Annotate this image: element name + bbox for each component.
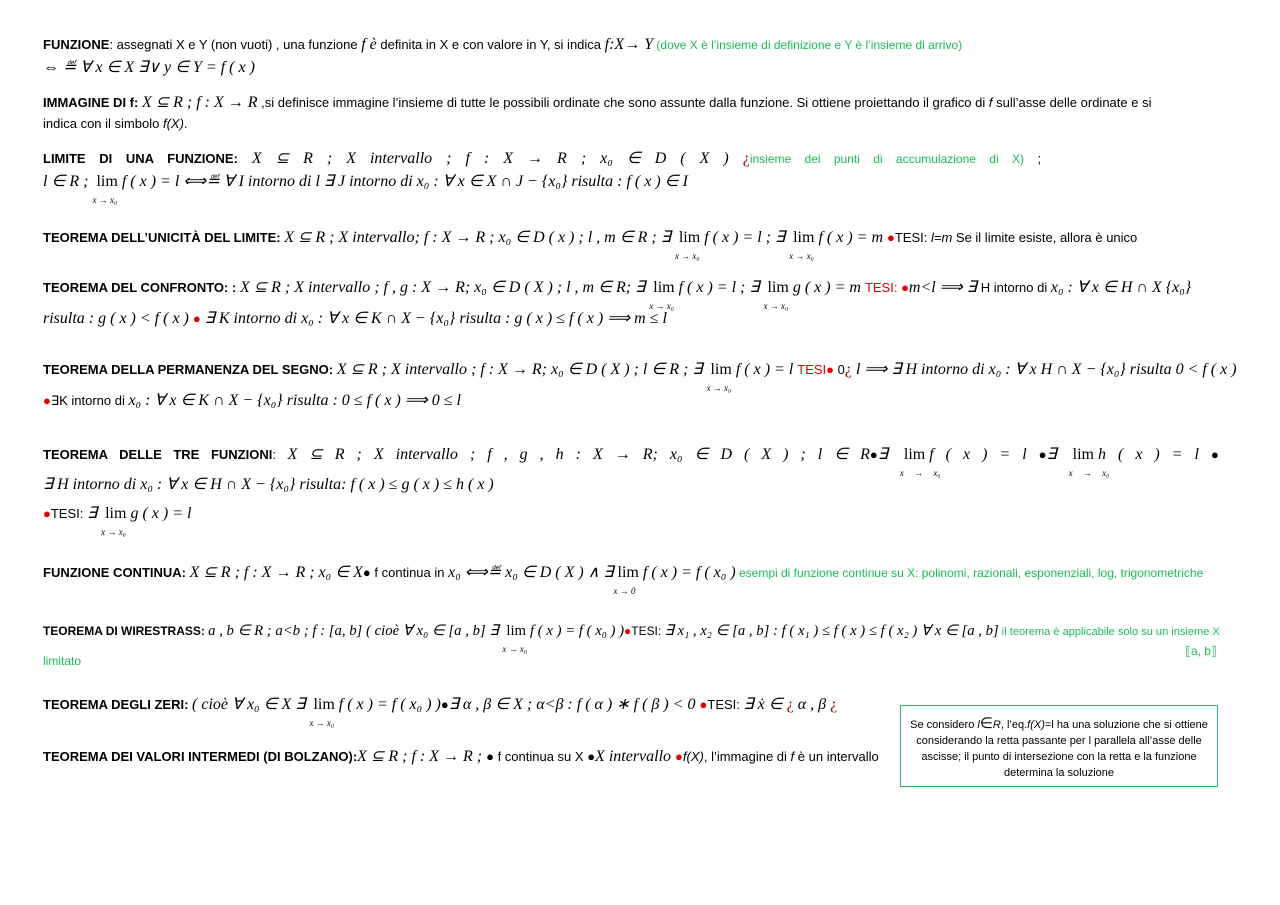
math-formula: X intervallo xyxy=(595,748,676,765)
inverted-question-mark: ¿ xyxy=(844,361,852,378)
math-formula: X ⊆ R ; f : X → R ; xyxy=(357,748,487,765)
math-formula: f:X→ Y xyxy=(604,36,654,53)
section-title: LIMITE DI UNA FUNZIONE: xyxy=(43,151,238,166)
section-title: TEOREMA DEL CONFRONTO: : xyxy=(43,280,240,295)
body-text: 0 xyxy=(834,362,845,377)
math-formula: ∃ H intorno di x₀ : ∀ x ∈ H ∩ X − {x₀} risulta: f ( x ) ≤ g ( x ) ≤ h ( x ) xyxy=(43,476,494,493)
limit-subscript: x → x₀ xyxy=(502,644,527,654)
note-box xyxy=(900,705,1218,787)
limit-subscript: x → x₀ xyxy=(674,251,700,261)
italic-text: f(X) xyxy=(162,116,184,131)
limit-operator: lim x → x₀ xyxy=(313,695,334,715)
document-line xyxy=(43,149,1041,169)
section-title: TEOREMA DELLE TRE FUNZIONI xyxy=(43,447,273,462)
math-formula: ∃ α , β ∈ X ; α<β : f ( α ) ∗ f ( β ) < 0 xyxy=(448,696,700,713)
body-text: : xyxy=(272,447,288,462)
note-text: , l’eq. xyxy=(1000,719,1028,731)
limit-operator: lim x → x₀ xyxy=(710,360,731,380)
note-text: ascisse; il punto di intersezione con la retta e la funzione xyxy=(921,751,1197,763)
math-formula: f ( x ) = f ( x₀ ) ) xyxy=(338,696,441,713)
inverted-question-mark: ¿ xyxy=(830,696,838,713)
italic-text: f xyxy=(988,95,993,110)
document-line xyxy=(43,475,494,495)
math-formula: g ( x ) = m xyxy=(792,279,865,296)
limit-subscript: x → x₀ xyxy=(706,383,732,393)
italic-text: l=m xyxy=(930,230,953,245)
limit-subscript: x → x₀ xyxy=(92,195,118,205)
math-formula: ∃ xyxy=(1046,446,1069,463)
section-title: TEOREMA DELL’UNICITÀ DEL LIMITE: xyxy=(43,230,285,245)
bullet-icon: ● xyxy=(1038,447,1047,462)
section-title: TEOREMA DEI VALORI INTERMEDI (DI BOLZANO): xyxy=(43,749,358,764)
body-text: : assegnati X e Y (non vuoti) , una funzione xyxy=(109,37,362,52)
limit-operator: lim x → x₀ xyxy=(767,278,788,298)
bullet-icon: ● xyxy=(440,697,449,712)
body-text: TESI: xyxy=(894,230,931,245)
limit-operator: lim x → x₀ xyxy=(904,445,925,465)
math-formula: m<l ⟹ ∃ xyxy=(908,279,981,296)
red-bullet-icon: ● xyxy=(192,311,201,326)
inverted-question-mark: ¿ xyxy=(742,150,750,167)
math-formula: ∃ xyxy=(86,505,102,522)
body-text: è un intervallo xyxy=(794,749,879,764)
limit-operator: lim x → x₀ xyxy=(1073,445,1094,465)
bullet-icon: ● xyxy=(587,749,596,764)
note-symbol: ∈ xyxy=(979,715,993,732)
limit-subscript: x → x₀ xyxy=(309,718,335,728)
document-line xyxy=(43,278,1192,311)
document-line xyxy=(43,445,1219,478)
document-line xyxy=(43,651,81,671)
body-text: TESI: xyxy=(50,506,87,521)
limit-operator: lim x → x₀ xyxy=(506,621,526,641)
body-text: ,si definisce immagine l’insieme di tutte le possibili ordinate che sono assunte dalla funzione. Si ottiene proiettando il grafico di xyxy=(257,95,989,110)
green-note: insieme dei punti di accumulazione di X) xyxy=(749,152,1024,166)
math-formula: f è xyxy=(361,36,377,53)
math-formula: x₀ : ∀ x ∈ K ∩ X − {x₀} risulta : 0 ≤ f ( x ) ⟹ 0 ≤ l xyxy=(128,392,461,409)
math-formula: X ⊆ R ; X intervallo ; f : X → R ; x₀ ∈ D ( X ) xyxy=(237,150,743,167)
document-line xyxy=(43,93,1151,113)
note-text: =l ha una soluzione che si ottiene xyxy=(1044,719,1208,731)
limit-subscript: x → x₀ xyxy=(1068,468,1110,478)
document-line xyxy=(43,35,962,55)
body-text: TESI: xyxy=(631,624,665,638)
limit-subscript: x → x₀ xyxy=(899,468,941,478)
document-line xyxy=(43,747,879,767)
limit-subscript: x → x₀ xyxy=(789,251,814,261)
section-title: FUNZIONE CONTINUA: xyxy=(43,565,190,580)
math-formula: x₀ : ∀ x ∈ H ∩ X {x₀} xyxy=(1050,279,1192,296)
body-text: ∃K intorno di xyxy=(50,393,129,408)
math-formula: ⇔ ≝ ∀ x ∈ X ∃∨ y ∈ Y = f ( x ) xyxy=(43,59,255,76)
body-text: f continua su X xyxy=(493,749,588,764)
document-line xyxy=(43,58,255,78)
math-formula: ∃ ẋ ∈ xyxy=(743,696,787,713)
body-text: TESI: xyxy=(707,697,744,712)
red-bullet-icon: ● xyxy=(624,624,632,638)
note-text: f(X) xyxy=(1027,719,1045,731)
section-title: IMMAGINE DI f: xyxy=(43,95,142,110)
limit-operator: lim x → 0 xyxy=(618,563,639,583)
math-formula: f ( x ) = f ( x₀ ) ) xyxy=(530,623,625,639)
math-formula: X ⊆ R ; X intervallo ; f , g , h : X → R; x₀ ∈ D ( X ) ; l ∈ R xyxy=(287,446,870,463)
math-formula: ∃ xyxy=(877,446,900,463)
limit-subscript: x → x₀ xyxy=(649,301,674,311)
bullet-icon: ● xyxy=(1210,447,1219,462)
green-note: esempi di funzione continue su X: polinomi, razionali, esponenziali, log, trigonometriche xyxy=(735,566,1204,580)
body-text: f continua in xyxy=(370,565,449,580)
body-text: ; xyxy=(1023,151,1042,166)
note-text: R xyxy=(992,719,1001,731)
body-text: definita in X e con valore in Y, si indica xyxy=(376,37,605,52)
red-bullet-icon: ● xyxy=(826,362,835,377)
red-bullet-icon: ● xyxy=(699,697,708,712)
bullet-icon: ● xyxy=(869,447,878,462)
limit-operator: lim x → x₀ xyxy=(679,228,700,248)
limit-operator: lim x → x₀ xyxy=(793,228,814,248)
document-line xyxy=(43,360,1237,393)
document-line xyxy=(43,695,838,728)
body-text: , l’immagine di xyxy=(703,749,791,764)
math-formula: f ( x ) = l ; ∃ xyxy=(704,229,790,246)
math-formula: X ⊆ R ; X intervallo ; f : X → R; x₀ ∈ D ( X ) ; l ∈ R ; ∃ xyxy=(336,361,707,378)
math-formula: f ( x ) = l xyxy=(929,446,1039,463)
green-note: il teorema è applicabile solo su un insieme X xyxy=(998,626,1220,638)
math-formula: f ( x ) = l ; ∃ xyxy=(678,279,764,296)
math-formula: ∃ K intorno di x₀ : ∀ x ∈ K ∩ X − {x₀} risulta : g ( x ) ≤ f ( x ) ⟹ m ≤ l xyxy=(200,310,667,327)
math-formula: a , b ∈ R ; a<b ; f : [a, b] ( cioè ∀ x₀ ∈ [a , b] ∃ xyxy=(208,623,503,639)
math-formula: α , β xyxy=(793,696,831,713)
limit-operator: lim x → x₀ xyxy=(653,278,674,298)
italic-text: f(X) xyxy=(682,749,704,764)
math-formula: risulta : g ( x ) < f ( x ) xyxy=(43,310,193,327)
limit-operator: lim x → x₀ xyxy=(105,504,126,524)
section-title: TEOREMA DEGLI ZERI: xyxy=(43,697,193,712)
green-note: (dove X è l’insieme di definizione e Y è l’insieme di arrivo) xyxy=(653,38,963,52)
math-formula: g ( x ) = l xyxy=(130,505,192,522)
note-text: Se considero xyxy=(910,719,978,731)
red-label: TESI: xyxy=(864,280,902,295)
body-text: Se il limite esiste, allora è unico xyxy=(952,230,1138,245)
limit-subscript: x → 0 xyxy=(613,586,636,596)
body-text: indica con il simbolo xyxy=(43,116,163,131)
body-text: sull’asse delle ordinate e si xyxy=(992,95,1152,110)
document-line xyxy=(43,621,1220,654)
section-title: TEOREMA DI WIRESTRASS: xyxy=(43,624,209,638)
red-bullet-icon: ● xyxy=(43,393,51,408)
math-formula: l ⟹ ∃ H intorno di x₀ : ∀ x H ∩ X − {x₀} risulta 0 < f ( x ) xyxy=(851,361,1237,378)
math-formula: f ( x ) = m xyxy=(818,229,887,246)
red-bullet-icon: ● xyxy=(901,280,909,295)
math-formula: ∃ x₁ , x₂ ∈ [a , b] : f ( x₁ ) ≤ f ( x ) ≤ f ( x₂ ) ∀ x ∈ [a , b] xyxy=(664,623,999,639)
section-title: FUNZIONE xyxy=(43,37,110,52)
red-label: TESI xyxy=(797,362,827,377)
document-line xyxy=(1185,641,1217,661)
document-line xyxy=(43,391,461,411)
math-formula: X ⊆ R ; X intervallo; f : X → R ; x₀ ∈ D ( x ) ; l , m ∈ R ; ∃ xyxy=(284,229,675,246)
document-line xyxy=(43,309,667,329)
inverted-question-mark: ¿ xyxy=(786,696,794,713)
math-formula: h ( x ) = l xyxy=(1097,446,1211,463)
math-formula: ( cioè ∀ x₀ ∈ X ∃ xyxy=(192,696,310,713)
limit-subscript: x → x₀ xyxy=(101,527,126,537)
math-formula: X ⊆ R ; f : X → R ; x₀ ∈ X xyxy=(189,564,363,581)
math-formula: X ⊆ R ; X intervallo ; f , g : X → R; x₀ ∈ D ( X ) ; l , m ∈ R; ∃ xyxy=(239,279,650,296)
body-text: . xyxy=(183,116,188,131)
limit-operator: lim x → x₀ xyxy=(96,172,117,192)
math-formula: f ( x ) = l ⟺≝ ∀ I intorno di l ∃ J intorno di x₀ : ∀ x ∈ X ∩ J − {x₀} risulta : f ( x ) ∈ I xyxy=(121,173,688,190)
document-line xyxy=(43,563,1204,596)
limit-subscript: x → x₀ xyxy=(763,301,789,311)
note-text: l xyxy=(977,719,980,731)
red-bullet-icon: ● xyxy=(675,749,683,764)
note-text: determina la soluzione xyxy=(1003,767,1115,779)
bullet-icon: ● xyxy=(486,749,494,764)
math-formula: X ⊆ R ; f : X → R xyxy=(141,94,258,111)
document-line xyxy=(43,504,192,537)
red-bullet-icon: ● xyxy=(43,506,51,521)
math-formula: f ( x ) = l xyxy=(735,361,798,378)
red-bullet-icon: ● xyxy=(887,230,895,245)
document-line xyxy=(43,114,188,134)
math-formula: x₀ ⟺≝ x₀ ∈ D ( X ) ∧ ∃ xyxy=(448,564,614,581)
body-text: H intorno di xyxy=(980,280,1051,295)
document-line xyxy=(43,172,688,205)
note-text: considerando la retta passante per l parallela all’asse delle xyxy=(916,735,1202,747)
section-title: TEOREMA DELLA PERMANENZA DEL SEGNO: xyxy=(43,362,337,377)
green-note: ⟦a, b⟧ xyxy=(1185,644,1217,658)
math-formula: l ∈ R ; xyxy=(43,173,93,190)
green-note: limitato xyxy=(43,654,82,668)
document-line xyxy=(43,228,1138,261)
bullet-icon: ● xyxy=(362,565,371,580)
italic-text: f xyxy=(790,749,795,764)
math-formula: f ( x ) = f ( x₀ ) xyxy=(642,564,736,581)
